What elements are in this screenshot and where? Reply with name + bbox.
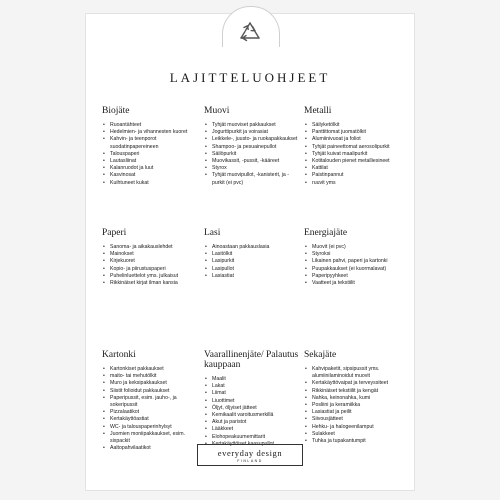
category-section — [102, 350, 200, 472]
category-heading: Energiajäte — [304, 228, 348, 238]
list-item: • Liuottimet — [204, 398, 300, 405]
list-item: • Akut ja paristot — [204, 419, 300, 426]
list-item: • Leikkele-, juusto- ja ruokapakkaukset — [204, 136, 300, 143]
list-item: • Mainokset — [102, 251, 200, 258]
list-item: • Jogurttipurkit ja voirasiat — [204, 129, 300, 136]
brand-name: everyday design — [217, 448, 283, 458]
list-item: • Vaatteet ja tekstiilit — [304, 280, 404, 287]
list-item: • Sulakkeet — [304, 431, 404, 438]
list-item: • Nahka, keinonahka, kumi — [304, 395, 404, 402]
list-item: • Styroksi — [304, 251, 404, 258]
list-item: • Rikkinäiset kirjat ilman kansia — [102, 280, 200, 287]
list-item: • Panttittomat juomatölkit — [304, 129, 404, 136]
list-item: • Säilyketölkit — [304, 122, 404, 129]
category-list — [204, 244, 300, 280]
list-item: • Kalanruodot ja luut — [102, 165, 200, 172]
category-list — [304, 366, 404, 445]
list-item: • Lasipurkit — [204, 258, 300, 265]
list-item: • Siistit folioidut pakkaukset — [102, 388, 200, 395]
list-item: • Kotitalouden pienet metalliesineet — [304, 158, 404, 165]
poster-title: LAJITTELUOHJEET — [169, 70, 331, 85]
list-item: • Talouspaperi — [102, 151, 200, 158]
category-section — [204, 228, 300, 350]
list-item: • Lääkkeet — [204, 426, 300, 433]
sorting-poster — [86, 14, 414, 490]
category-list — [304, 122, 404, 187]
list-item: • ruuvit yms — [304, 180, 404, 187]
list-item: • Posliini ja keramiikka — [304, 402, 404, 409]
list-item: • Liimat — [204, 390, 300, 397]
category-section — [102, 228, 200, 350]
category-section — [304, 350, 404, 472]
category-heading: Metalli — [304, 106, 332, 116]
category-heading: Vaarallinenjäte/ Palautus kauppaan — [204, 350, 299, 370]
list-item: • Kuihtuneet kukat — [102, 180, 200, 187]
list-item: • Kirjekuoret — [102, 258, 200, 265]
category-list — [204, 122, 300, 187]
category-heading: Muovi — [204, 106, 230, 116]
list-item: • Lautasliinat — [102, 158, 200, 165]
sections-grid — [102, 106, 402, 472]
recycle-icon — [237, 20, 263, 44]
list-item: • Kahvin- ja teenporot suodatinpapereineen — [102, 136, 200, 150]
list-item: • Kemikaalit varoitusmerkillä — [204, 412, 300, 419]
list-item: • Siivousjätteet — [304, 416, 404, 423]
list-item: • maito- tai mehutölkit — [102, 373, 200, 380]
category-list — [102, 122, 200, 187]
category-section — [304, 228, 404, 350]
list-item: • Lakat — [204, 383, 300, 390]
list-item: • Tyhjät kuivat maalipurkit — [304, 151, 404, 158]
list-item: • Tuhka ja tupakantumpit — [304, 438, 404, 445]
list-item: • Muovikassit, -pussit, -kääreet — [204, 158, 300, 165]
list-item: • WC- ja talouspaperinhylsyt — [102, 424, 200, 431]
list-item: • Alumiinivuoat ja foliot — [304, 136, 404, 143]
list-item: • Kertakäyttöastiat — [102, 416, 200, 423]
category-heading: Lasi — [204, 228, 221, 238]
category-heading: Kartonki — [102, 350, 136, 360]
list-item: • Tyhjät muovipullot, -kanisterit, ja -purkit (ei pvc) — [204, 172, 300, 186]
list-item: • Öljyt, öljyiset jätteet — [204, 405, 300, 412]
category-list — [204, 376, 300, 448]
list-item: • Kattilat — [304, 165, 404, 172]
category-section — [304, 106, 404, 228]
list-item: • Likainen pahvi, paperi ja kartonki — [304, 258, 404, 265]
category-heading: Sekajäte — [304, 350, 337, 360]
list-item: • Hedelmien- ja vihannesten kuoret — [102, 129, 200, 136]
category-list — [102, 366, 200, 452]
list-item: • Puupakkaukset (ei kuormalavat) — [304, 266, 404, 273]
list-item: • Pizzalaatikot — [102, 409, 200, 416]
category-section — [102, 106, 200, 228]
list-item: • Paistinpannut — [304, 172, 404, 179]
list-item: • Kahvipaketit, sipsipussit yms. alumiinilaminoidut muovit — [304, 366, 404, 380]
list-item: • Ruoantähteet — [102, 122, 200, 129]
list-item: • Tyhjät muoviset pakkaukset — [204, 122, 300, 129]
list-item: • Paperipussit, esim. jauho-, ja sokeripussit — [102, 395, 200, 409]
category-section — [204, 106, 300, 228]
list-item: • Styrox — [204, 165, 300, 172]
list-item: • Kasvinosat — [102, 172, 200, 179]
category-list — [304, 244, 404, 287]
list-item: • Sanoma- ja aikakauslehdet — [102, 244, 200, 251]
list-item: • Rikkinäiset tekstiilit ja kengät — [304, 388, 404, 395]
list-item: • Aaltopahvilaatikot — [102, 445, 200, 452]
list-item: • Puhelinluettelot yms. julkaisut — [102, 273, 200, 280]
list-item: • Lasiastiat ja peilit — [304, 409, 404, 416]
brand-subtitle: FINLAND — [237, 459, 263, 463]
list-item: • Juomien moniipakkaukset, esim. sixpackit — [102, 431, 200, 445]
category-heading: Biojäte — [102, 106, 130, 116]
list-item: • Shampoo- ja pesuainepullot — [204, 144, 300, 151]
brand-logo — [197, 444, 303, 466]
list-item: • Lasipullot — [204, 266, 300, 273]
list-item: • Tyhjät paineettomat aerosolipurkit — [304, 144, 404, 151]
list-item: • Kopio- ja piirustuspaperi — [102, 266, 200, 273]
list-item: • Maalit — [204, 376, 300, 383]
list-item: • Säilöpurkit — [204, 151, 300, 158]
list-item: • Ainoastaan pakkauslasia — [204, 244, 300, 251]
category-heading: Paperi — [102, 228, 127, 238]
list-item: • Hehku- ja halogeenilamput — [304, 424, 404, 431]
list-item: • Elohopeakuumemittarit — [204, 434, 300, 441]
list-item: • Kertakäyttöiset kaasupullot — [204, 441, 300, 448]
list-item: • Lasiastiat — [204, 273, 300, 280]
list-item: • Muro ja keksipakkaukset — [102, 380, 200, 387]
list-item: • Lasitölkit — [204, 251, 300, 258]
category-list — [102, 244, 200, 287]
list-item: • Muovit (ei pvc) — [304, 244, 404, 251]
list-item: • Kertakäyttövaipat ja terveyssiteet — [304, 380, 404, 387]
list-item: • Kartonkiset pakkaukset — [102, 366, 200, 373]
list-item: • Paperipyyhkeet — [304, 273, 404, 280]
